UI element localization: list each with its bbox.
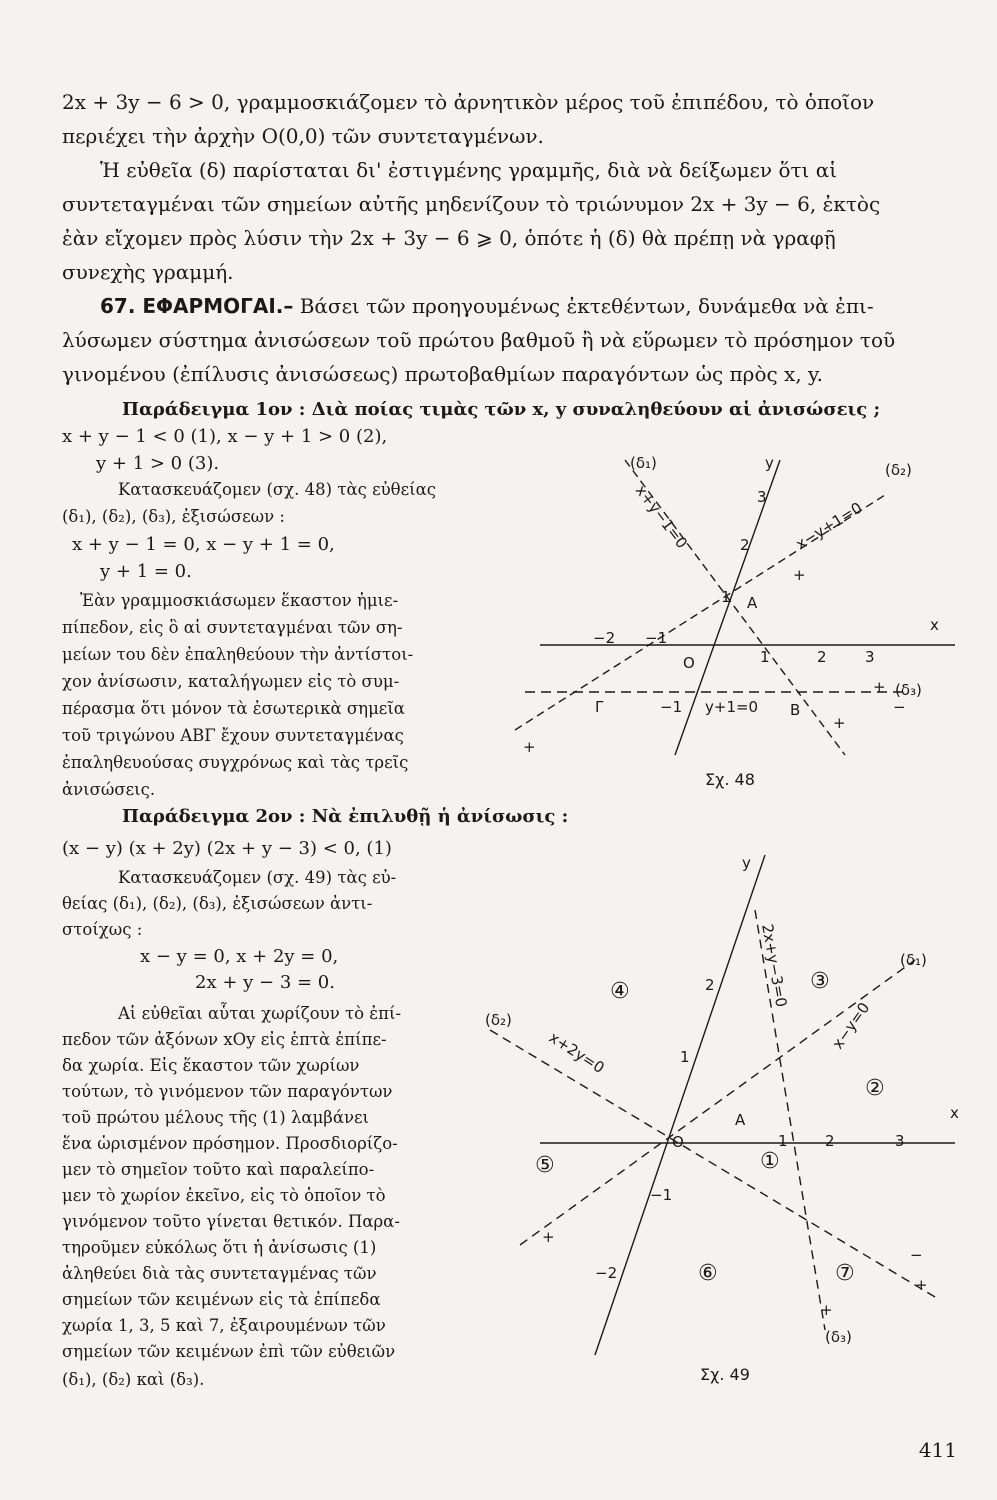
fig49-label: x	[950, 1104, 959, 1122]
example2-line: σημείων τῶν κειμένων ἐπὶ τῶν εὐθειῶν	[62, 1342, 396, 1361]
section-line: γινομένου (ἐπίλυσις ἀνισώσεως) πρωτοβαθμίων παραγόντων ὡς πρὸς x, y.	[62, 362, 824, 386]
fig48-label: −	[893, 698, 906, 716]
fig48-label: x−y+1=0	[792, 498, 866, 554]
section-heading: 67. ΕΦΑΡΜΟΓΑΙ.–	[100, 294, 294, 318]
fig49-label: (δ₁)	[900, 951, 927, 969]
example2-line: πεδον τῶν ἀξόνων xOy εἰς ἑπτὰ ἐπίπε-	[62, 1030, 387, 1049]
fig48-label: +	[833, 714, 846, 732]
example1-line: x + y − 1 = 0, x − y + 1 = 0,	[72, 534, 335, 555]
intro-line: περιέχει τὴν ἀρχὴν Ο(0,0) τῶν συντεταγμένων.	[62, 124, 544, 148]
fig48-label: 2	[740, 536, 750, 554]
fig48-label: +	[793, 566, 806, 584]
page-number: 411	[918, 1438, 957, 1462]
fig48-label: Γ	[595, 698, 604, 716]
fig49-label: ⑥	[698, 1261, 718, 1286]
fig49-label: +	[820, 1301, 833, 1319]
fig49-label: A	[735, 1111, 746, 1129]
fig49-label: (δ₂)	[485, 1011, 512, 1029]
fig49-label: (δ₃)	[825, 1328, 852, 1346]
example2-line: χωρία 1, 3, 5 καὶ 7, ἐξαιρουμένων τῶν	[62, 1316, 386, 1335]
fig49-caption: Σχ. 49	[700, 1365, 750, 1384]
fig49-label: y	[742, 854, 751, 872]
figure-48	[495, 430, 965, 760]
fig48-label: (δ₃)	[895, 681, 922, 699]
example2-line: ἀληθεύει διὰ τὰς συντεταγμένας τῶν	[62, 1264, 377, 1283]
intro-line: 2x + 3y − 6 > 0, γραμμοσκιάζομεν τὸ ἀρνητικὸν μέρος τοῦ ἐπιπέδου, τὸ ὁποῖον	[62, 90, 875, 114]
example2-line: (x − y) (x + 2y) (2x + y − 3) < 0, (1)	[62, 838, 392, 859]
fig48-label: (δ₂)	[885, 461, 912, 479]
fig48-label: x	[930, 616, 939, 634]
fig48-label: B	[790, 701, 801, 719]
fig48-label: 1	[721, 588, 731, 606]
fig49-label: ①	[760, 1149, 780, 1174]
example1-line: y + 1 = 0.	[100, 561, 192, 582]
fig49-y-axis	[595, 855, 765, 1355]
fig49-label: 1	[680, 1048, 690, 1066]
fig49-label: 2	[825, 1132, 835, 1150]
example2-line: στοίχως :	[62, 920, 143, 939]
example2-line: (δ₁), (δ₂) καὶ (δ₃).	[62, 1370, 205, 1389]
example1-line: Κατασκευάζομεν (σχ. 48) τὰς εὐθείας	[118, 480, 436, 499]
fig48-label: 3	[865, 648, 875, 666]
example2-line: τηροῦμεν εὐκόλως ὅτι ἡ ἀνίσωσις (1)	[62, 1238, 377, 1257]
example2-line: 2x + y − 3 = 0.	[195, 972, 335, 993]
example2-line: τοῦ πρώτου μέλους τῆς (1) λαμβάνει	[62, 1108, 370, 1127]
example1-line: τοῦ τριγώνου ΑΒΓ ἔχουν συντεταγμένας	[62, 726, 404, 745]
example1-line: (δ₁), (δ₂), (δ₃), ἐξισώσεων :	[62, 507, 285, 526]
fig49-label: ③	[810, 969, 830, 994]
fig48-label: −1	[660, 698, 683, 716]
example1-line: χον ἀνίσωσιν, καταλήγωμεν εἰς τὸ συμ-	[62, 672, 400, 691]
figure-49	[480, 850, 960, 1360]
fig49-label: −1	[650, 1186, 673, 1204]
fig49-label: ⑦	[835, 1261, 855, 1286]
example2-line: θείας (δ₁), (δ₂), (δ₃), ἐξισώσεων ἀντι-	[62, 894, 373, 913]
example2-line: δα χωρία. Εἰς ἕκαστον τῶν χωρίων	[62, 1056, 360, 1075]
fig48-label: x+y−1=0	[631, 481, 692, 552]
example1-line: x + y − 1 < 0 (1), x − y + 1 > 0 (2),	[62, 426, 388, 447]
example2-line: x − y = 0, x + 2y = 0,	[140, 946, 339, 967]
fig49-label: 3	[895, 1132, 905, 1150]
fig49-label: x+2y=0	[545, 1028, 608, 1078]
fig49-label: 2	[705, 976, 715, 994]
fig49-label: 1	[778, 1132, 788, 1150]
fig49-line-d2	[490, 1030, 940, 1300]
example1-title: Παράδειγμα 1ον : Διὰ ποίας τιμὰς τῶν x, y συναληθεύουν αἱ ἀνισώσεις ;	[122, 399, 881, 420]
example1-line: ἀνισώσεις.	[62, 780, 156, 799]
example1-line: πέρασμα ὅτι μόνον τὰ ἐσωτερικὰ σημεῖα	[62, 699, 405, 718]
fig49-label: −2	[595, 1264, 618, 1282]
fig48-label: A	[747, 594, 758, 612]
intro-line: Ἡ εὐθεῖα (δ) παρίσταται δι' ἐστιγμένης γραμμῆς, διὰ νὰ δείξωμεν ὅτι αἱ	[100, 158, 838, 182]
example2-line: Κατασκευάζομεν (σχ. 49) τὰς εὐ-	[118, 868, 397, 887]
fig49-label: −	[910, 1246, 923, 1264]
example1-line: ἐπαληθευούσας συγχρόνως καὶ τὰς τρεῖς	[62, 753, 409, 772]
section-first-line	[100, 296, 874, 316]
example1-line: y + 1 > 0 (3).	[96, 453, 220, 474]
example2-line: γινόμενον τοῦτο γίνεται θετικόν. Παρα-	[62, 1212, 400, 1231]
fig49-label: ④	[610, 979, 630, 1004]
fig48-label: −1	[645, 629, 668, 647]
example1-line: μείων του δὲν ἐπαληθεύουν τὴν ἀντίστοι-	[62, 645, 414, 664]
fig48-label: O	[683, 654, 695, 672]
fig48-label: 2	[817, 648, 827, 666]
fig48-label: 1	[760, 648, 770, 666]
fig48-label: y	[765, 454, 774, 472]
fig48-label: 3	[757, 488, 767, 506]
intro-line: ἐὰν εἴχομεν πρὸς λύσιν τὴν 2x + 3y − 6 ⩾ 0, ὁπότε ἡ (δ) θὰ πρέπῃ νὰ γραφῇ	[62, 226, 836, 250]
example2-title: Παράδειγμα 2ον : Νὰ ἐπιλυθῇ ἡ ἀνίσωσις :	[122, 806, 569, 827]
example2-line: μεν τὸ χωρίον ἐκεῖνο, εἰς τὸ ὁποῖον τὸ	[62, 1186, 386, 1205]
fig48-label: y+1=0	[705, 698, 759, 716]
section-line: λύσωμεν σύστημα ἀνισώσεων τοῦ πρώτου βαθμοῦ ἢ νὰ εὕρωμεν τὸ πρόσημον τοῦ	[62, 328, 896, 352]
example1-line: πίπεδον, εἰς ὃ αἱ συντεταγμέναι τῶν ση-	[62, 618, 403, 637]
example2-line: μεν τὸ σημεῖον τοῦτο καὶ παραλείπο-	[62, 1160, 375, 1179]
fig49-label: +	[915, 1276, 928, 1294]
example2-line: τούτων, τὸ γινόμενον τῶν παραγόντων	[62, 1082, 393, 1101]
example2-line: ἕνα ὡρισμένον πρόσημον. Προσδιορίζο-	[62, 1134, 398, 1153]
fig48-label: +	[873, 678, 886, 696]
fig48-label: −2	[593, 629, 616, 647]
fig49-label: ②	[865, 1076, 885, 1101]
fig48-label: +	[523, 738, 536, 756]
fig49-label: 2x+y−3=0	[758, 922, 791, 1009]
example2-line: Αἱ εὐθεῖαι αὗται χωρίζουν τὸ ἐπί-	[118, 1004, 402, 1023]
fig49-label: ⑤	[535, 1153, 555, 1178]
fig49-label: O	[672, 1133, 684, 1151]
example2-line: σημείων τῶν κειμένων εἰς τὰ ἐπίπεδα	[62, 1290, 381, 1309]
fig49-label: x−y=0	[828, 999, 874, 1053]
intro-line: συντεταγμέναι τῶν σημείων αὐτῆς μηδενίζουν τὸ τριώνυμον 2x + 3y − 6, ἐκτὸς	[62, 192, 881, 216]
fig49-label: +	[542, 1228, 555, 1246]
intro-line: συνεχὴς γραμμή.	[62, 260, 234, 284]
fig48-label: (δ₁)	[630, 454, 657, 472]
fig48-caption: Σχ. 48	[705, 770, 755, 789]
example1-line: Ἐὰν γραμμοσκιάσωμεν ἕκαστον ἡμιε-	[80, 591, 399, 610]
section-first-line-text: Βάσει τῶν προηγουμένως ἐκτεθέντων, δυνάμεθα νὰ ἐπι-	[299, 294, 874, 318]
